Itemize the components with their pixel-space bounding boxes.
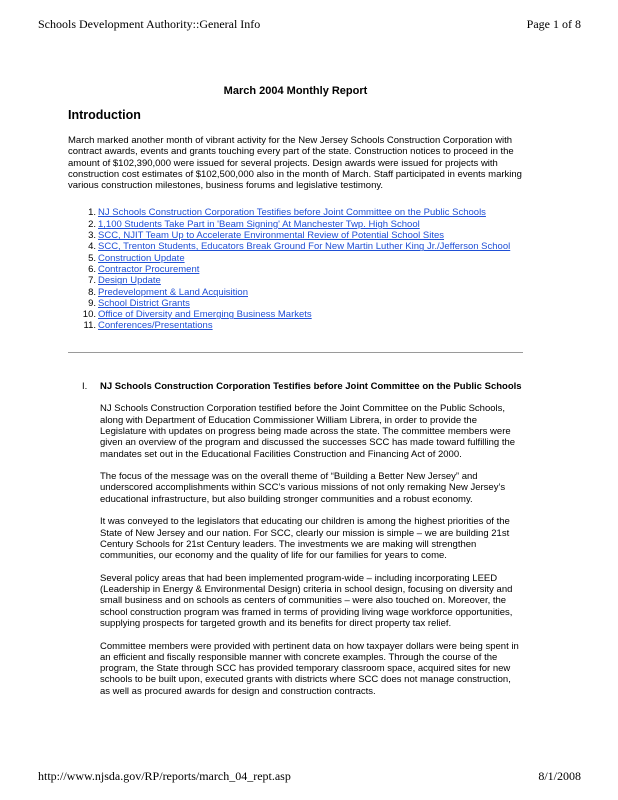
toc-number: 3. <box>88 230 96 242</box>
toc-link[interactable]: SCC, Trenton Students, Educators Break Ground For New Martin Luther King Jr./Jefferson School <box>98 241 511 253</box>
toc-item <box>68 219 523 230</box>
toc-item <box>68 275 523 286</box>
report-content <box>68 85 523 697</box>
toc-link[interactable]: Contractor Procurement <box>98 263 200 275</box>
toc-number: 7. <box>88 275 96 287</box>
section-paragraph: Committee members were provided with pertinent data on how taxpayer dollars were being spent in an efficient and fiscally responsible manner with concrete examples. Through the course of the program, the State through SCC has provided temporary classroom space, acquired sites for new schools to be built upon, executed grants with districts where SCC does not manage construction, as well as procured awards for design and construction contracts. <box>100 640 519 697</box>
page-header-title: Schools Development Authority::General Info <box>38 17 261 31</box>
page-url: http://www.njsda.gov/RP/reports/march_04_rept.asp <box>38 769 291 783</box>
toc-number: 10. <box>82 309 96 321</box>
toc-link[interactable]: Conferences/Presentations <box>98 320 213 332</box>
toc-link[interactable]: Predevelopment & Land Acquisition <box>98 286 248 298</box>
toc-number: 5. <box>88 252 96 264</box>
toc-number: 4. <box>88 241 96 253</box>
toc-item <box>68 309 523 320</box>
section-title: NJ Schools Construction Corporation Testifies before Joint Committee on the Public Schools <box>100 380 522 392</box>
section-divider <box>68 352 523 353</box>
toc-link[interactable]: Design Update <box>98 275 161 287</box>
section-paragraph: The focus of the message was on the overall theme of “Building a Better New Jersey” and underscored accomplishments within SCC’s various missions of not only remaking New Jersey’s educational infrastructure, but also building stronger communities and a robust economy. <box>100 471 506 505</box>
toc-link[interactable]: School District Grants <box>98 297 190 309</box>
section-paragraph: Several policy areas that had been implemented program-wide – including incorporating LEED (Leadership in Energy & Environmental Design) criteria in school design, focusing on diversity and small business and on schools as centers of communities – were also touched on. Moreover, the school construction program was framed in terms of providing living wage workforce opportunities, supplying prospects for targeted growth and its benefits for direct property tax relief. <box>100 572 513 629</box>
toc-number: 2. <box>88 218 96 230</box>
section-body <box>100 381 523 697</box>
section-paragraph: It was conveyed to the legislators that educating our children is among the highest priorities of the State of New Jersey and our nation. For SCC, clearly our mission is simple – we are building 21st Century Schools for 21st Century leaders. The investments we are making will strengthen communities, our economy and the quality of life for our families for years to come. <box>100 516 510 562</box>
report-title: March 2004 Monthly Report <box>223 85 368 97</box>
page-number: Page 1 of 8 <box>526 17 581 31</box>
introduction-paragraph: March marked another month of vibrant activity for the New Jersey Schools Construction Corporation with contract awards, events and grants touching every part of the state. Construction notices to proceed in the amount of $102,390,000 were issued for several projects. Design awards were issued for projects with construction cost estimates of $102,500,000 also in the month of March. Staff participated in events marking various construction milestones, business forums and legislative testimony. <box>68 135 522 192</box>
toc-item <box>68 287 523 298</box>
toc-item <box>68 207 523 218</box>
toc-number: 8. <box>88 286 96 298</box>
toc-number: 11. <box>83 320 96 332</box>
section-paragraph: NJ Schools Construction Corporation testified before the Joint Committee on the Public Schools, along with Department of Education Commissioner William Librera, in order to provide the Legislature with updates on progress being made across the state. The committee members were given an overview of the program and discussed the successes SCC has made toward fulfilling the mandates set out in the Educational Facilities Construction and Financing Act of 2000. <box>100 403 516 460</box>
toc-link[interactable]: Office of Diversity and Emerging Business Markets <box>98 309 312 321</box>
table-of-contents <box>68 207 523 331</box>
toc-item <box>68 241 523 252</box>
section-numeral: I. <box>82 380 88 392</box>
toc-item <box>68 320 523 331</box>
print-date: 8/1/2008 <box>538 769 581 783</box>
toc-link[interactable]: 1,100 Students Take Part in 'Beam Signing' At Manchester Twp. High School <box>98 218 420 230</box>
toc-link[interactable]: NJ Schools Construction Corporation Testifies before Joint Committee on the Public Schools <box>98 207 486 219</box>
toc-item <box>68 298 523 309</box>
toc-item <box>68 230 523 241</box>
toc-link[interactable]: Construction Update <box>98 252 185 264</box>
introduction-heading: Introduction <box>68 108 141 122</box>
toc-item <box>68 264 523 275</box>
toc-link[interactable]: SCC, NJIT Team Up to Accelerate Environmental Review of Potential School Sites <box>98 230 445 242</box>
toc-number: 1. <box>88 207 96 219</box>
toc-number: 6. <box>88 263 96 275</box>
toc-number: 9. <box>88 297 96 309</box>
toc-item <box>68 253 523 264</box>
section-1 <box>68 381 523 697</box>
